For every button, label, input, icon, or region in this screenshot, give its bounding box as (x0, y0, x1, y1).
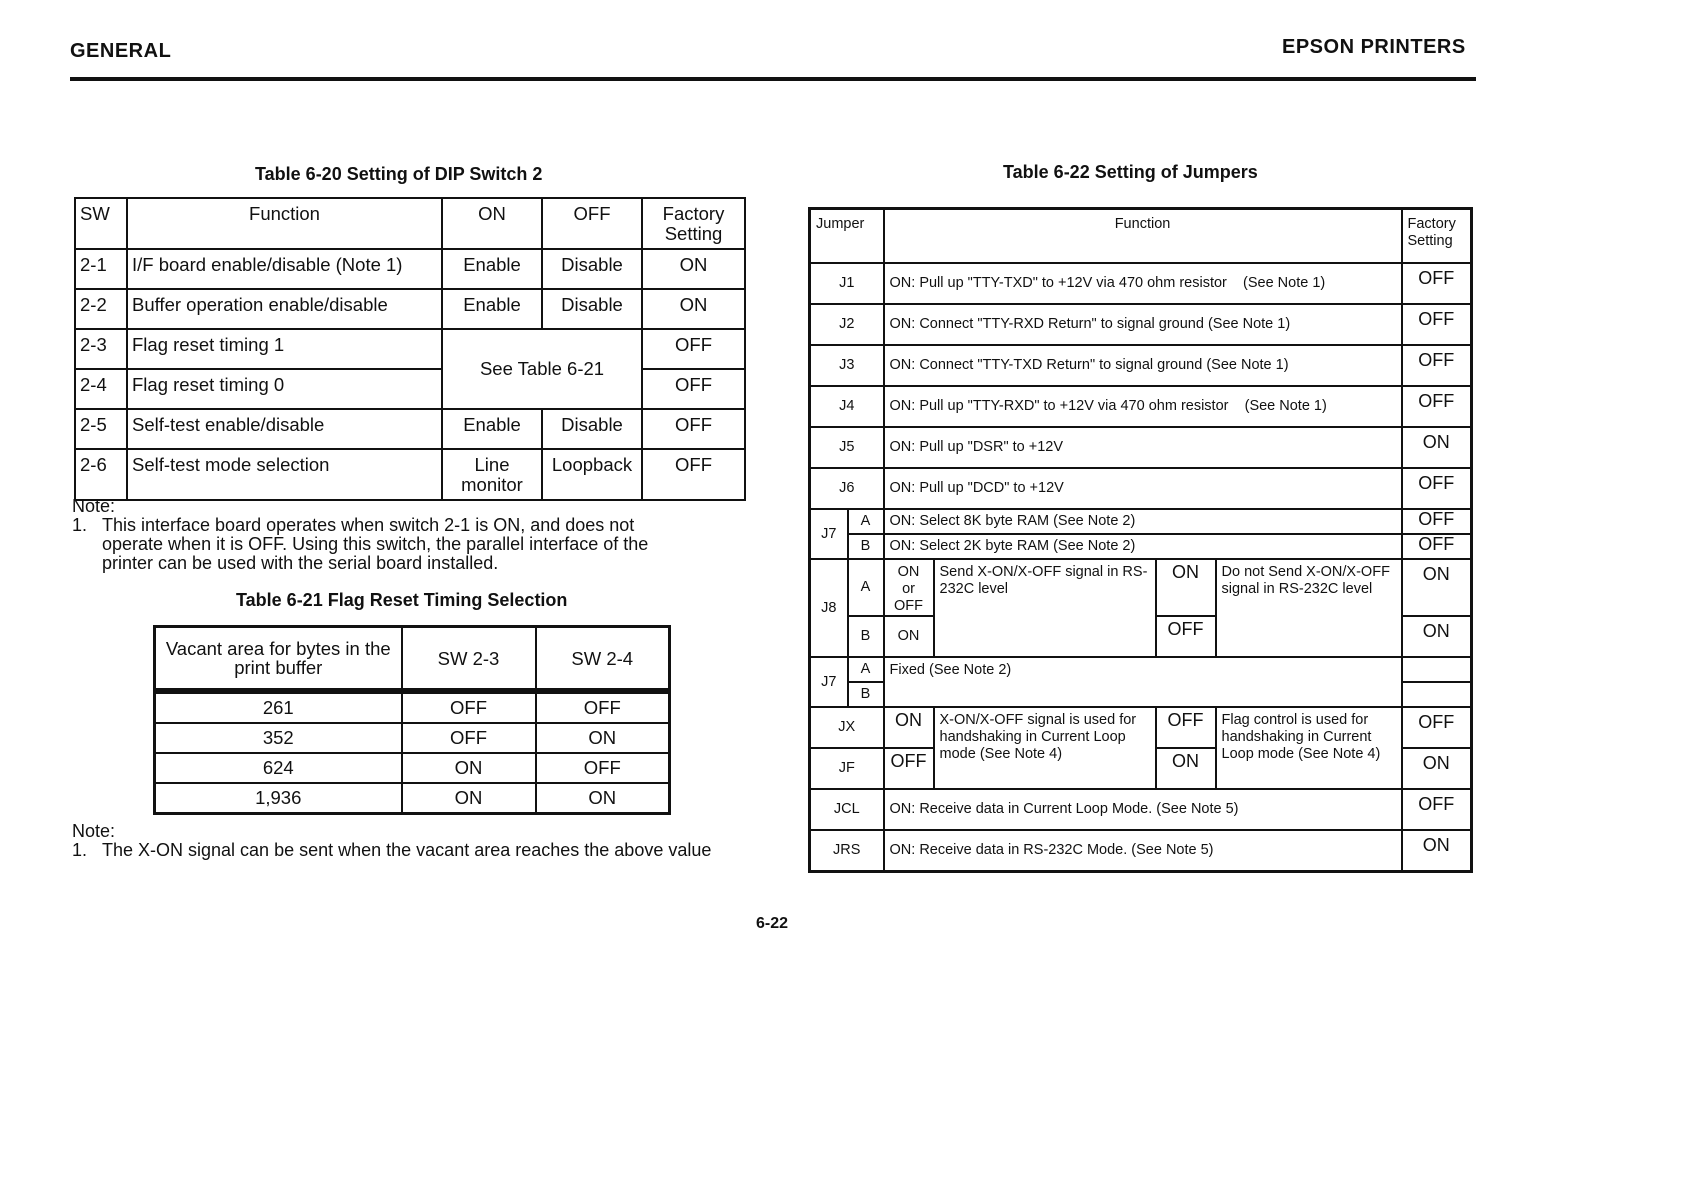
cell-function: ON: Connect "TTY-TXD Return" to signal ground (See Note 1) (884, 345, 1402, 386)
cell-on: Enable (442, 249, 542, 289)
cell-sw: 2-2 (75, 289, 127, 329)
note-number: 1. (72, 515, 88, 535)
table-row (75, 329, 745, 369)
cell-function: ON: Select 2K byte RAM (See Note 2) (884, 534, 1402, 559)
cell-jumper: J4 (810, 386, 884, 427)
table-row (155, 691, 670, 723)
cell-position: B (848, 616, 884, 657)
note-line: The X-ON signal can be sent when the vacant area reaches the above value (102, 840, 712, 860)
table-row (810, 559, 1472, 616)
cell-function: ON: Pull up "DSR" to +12V (884, 427, 1402, 468)
table-row (75, 249, 745, 289)
cell-state: ON (1156, 748, 1216, 789)
cell-function: ON: Receive data in Current Loop Mode. (See Note 5) (884, 789, 1402, 830)
table-row (810, 830, 1472, 872)
cell-on: ON (1156, 559, 1216, 616)
cell-sw: 2-4 (75, 369, 127, 409)
cell-jumper: JX (810, 707, 884, 748)
cell-function: ON: Connect "TTY-RXD Return" to signal ground (See Note 1) (884, 304, 1402, 345)
cell-state: ON or OFF (884, 559, 934, 616)
cell-factory: OFF (1402, 707, 1472, 748)
cell-sw: 2-6 (75, 449, 127, 500)
cell-sw23: OFF (402, 723, 536, 753)
cell-sw24: OFF (536, 691, 670, 723)
cell-sw23: ON (402, 753, 536, 783)
table-row (75, 449, 745, 500)
table-row (810, 707, 1472, 748)
table-6-20-note (72, 497, 648, 573)
cell-factory: ON (1402, 748, 1472, 789)
cell-factory: OFF (1402, 386, 1472, 427)
table-row (810, 304, 1472, 345)
header-factory: Factory Setting (642, 198, 745, 249)
cell-function: ON: Receive data in RS-232C Mode. (See Note 5) (884, 830, 1402, 872)
table-row (810, 386, 1472, 427)
cell-factory: OFF (1402, 263, 1472, 304)
cell-jumper: J3 (810, 345, 884, 386)
note-line: printer can be used with the serial board installed. (102, 553, 499, 573)
table-row (155, 753, 670, 783)
cell-function: Fixed (See Note 2) (884, 657, 1402, 707)
cell-jumper: J1 (810, 263, 884, 304)
cell-state: ON (884, 707, 934, 748)
cell-on: Line monitor (442, 449, 542, 500)
header-right-title: EPSON PRINTERS (1282, 36, 1466, 58)
cell-function: Flag reset timing 0 (127, 369, 442, 409)
cell-function: Self-test enable/disable (127, 409, 442, 449)
cell-factory: OFF (642, 329, 745, 369)
table-row (155, 723, 670, 753)
table-row (75, 409, 745, 449)
cell-off: Disable (542, 289, 642, 329)
cell-factory: OFF (1402, 534, 1472, 559)
table-6-20-title: Table 6-20 Setting of DIP Switch 2 (255, 164, 543, 184)
header-vacant: Vacant area for bytes in the print buffer (155, 627, 402, 692)
cell-flag-text: Flag control is used for handshaking in Current Loop mode (See Note 4) (1216, 707, 1402, 789)
header-sw23: SW 2-3 (402, 627, 536, 692)
table-6-21 (153, 625, 671, 815)
table-row (75, 198, 745, 249)
cell-sw24: ON (536, 723, 670, 753)
cell-factory: ON (1402, 427, 1472, 468)
cell-factory: OFF (1402, 789, 1472, 830)
cell-on: Enable (442, 409, 542, 449)
cell-state: ON (884, 616, 934, 657)
page-number: 6-22 (756, 915, 789, 932)
table-row (155, 627, 670, 692)
header-sw24: SW 2-4 (536, 627, 670, 692)
note-heading: Note: (72, 821, 116, 841)
table-row (810, 657, 1472, 682)
cell-jumper: J2 (810, 304, 884, 345)
cell-vacant: 261 (155, 691, 402, 723)
cell-factory: OFF (642, 369, 745, 409)
cell-jumper: JF (810, 748, 884, 789)
table-row (810, 534, 1472, 559)
table-6-20 (74, 197, 746, 501)
cell-factory: OFF (642, 409, 745, 449)
cell-jumper: J7 (810, 657, 848, 707)
cell-sw23: ON (402, 783, 536, 814)
cell-factory-empty (1402, 657, 1472, 682)
table-row (810, 468, 1472, 509)
table-6-21-note (72, 822, 711, 860)
cell-factory: ON (642, 289, 745, 329)
table-row (75, 369, 745, 409)
cell-sw: 2-5 (75, 409, 127, 449)
note-line: operate when it is OFF. Using this switch, the parallel interface of the (102, 534, 649, 554)
cell-position: B (848, 534, 884, 559)
table-row (155, 783, 670, 814)
cell-factory: ON (1402, 830, 1472, 872)
table-row (810, 345, 1472, 386)
cell-donot-text: Do not Send X-ON/X-OFF signal in RS-232C level (1216, 559, 1402, 657)
cell-factory: OFF (1402, 345, 1472, 386)
see-table-cell: See Table 6-21 (442, 329, 642, 409)
cell-factory: ON (1402, 559, 1472, 616)
cell-factory: ON (1402, 616, 1472, 657)
table-row (810, 509, 1472, 534)
cell-factory: OFF (642, 449, 745, 500)
table-6-22 (808, 207, 1473, 873)
header-function: Function (884, 209, 1402, 264)
cell-function (884, 263, 1402, 304)
cell-vacant: 624 (155, 753, 402, 783)
table-row (810, 263, 1472, 304)
cell-sw23: OFF (402, 691, 536, 723)
cell-state: OFF (1156, 707, 1216, 748)
cell-state: OFF (884, 748, 934, 789)
table-row (810, 427, 1472, 468)
cell-factory: OFF (1402, 509, 1472, 534)
cell-function: Buffer operation enable/disable (127, 289, 442, 329)
cell-function: I/F board enable/disable (Note 1) (127, 249, 442, 289)
cell-function: Flag reset timing 1 (127, 329, 442, 369)
cell-off: Disable (542, 249, 642, 289)
cell-off: OFF (1156, 616, 1216, 657)
header-left-title: GENERAL (70, 40, 172, 62)
cell-function: ON: Pull up "DCD" to +12V (884, 468, 1402, 509)
cell-position: A (848, 657, 884, 682)
header-function: Function (127, 198, 442, 249)
cell-function: Self-test mode selection (127, 449, 442, 500)
header-factory: Factory Setting (1402, 209, 1472, 264)
function-text: ON: Pull up "TTY-RXD" to +12V via 470 ohm resistor (889, 398, 1229, 414)
note-number: 1. (72, 840, 88, 860)
function-note: (See Note 1) (1244, 398, 1327, 414)
cell-factory-empty (1402, 682, 1472, 707)
header-rule (70, 77, 1476, 81)
cell-jumper: J7 (810, 509, 848, 559)
cell-jumper: J8 (810, 559, 848, 657)
cell-factory: ON (642, 249, 745, 289)
cell-sw24: ON (536, 783, 670, 814)
header-off: OFF (542, 198, 642, 249)
function-note: (See Note 1) (1243, 275, 1326, 291)
cell-jumper: J6 (810, 468, 884, 509)
note-heading: Note: (72, 496, 116, 516)
cell-jumper: JRS (810, 830, 884, 872)
cell-on: Enable (442, 289, 542, 329)
cell-off: Loopback (542, 449, 642, 500)
cell-xon-text: X-ON/X-OFF signal is used for handshaking in Current Loop mode (See Note 4) (934, 707, 1156, 789)
cell-sw24: OFF (536, 753, 670, 783)
cell-function (884, 386, 1402, 427)
cell-function: ON: Select 8K byte RAM (See Note 2) (884, 509, 1402, 534)
function-text: ON: Pull up "TTY-TXD" to +12V via 470 ohm resistor (889, 275, 1227, 291)
table-6-21-title: Table 6-21 Flag Reset Timing Selection (236, 590, 568, 610)
cell-position: B (848, 682, 884, 707)
cell-factory: OFF (1402, 304, 1472, 345)
cell-position: A (848, 509, 884, 534)
cell-jumper: JCL (810, 789, 884, 830)
table-row (810, 209, 1472, 264)
cell-jumper: J5 (810, 427, 884, 468)
header-on: ON (442, 198, 542, 249)
note-line: This interface board operates when switch 2-1 is ON, and does not (102, 515, 635, 535)
cell-send-text: Send X-ON/X-OFF signal in RS-232C level (934, 559, 1156, 657)
cell-vacant: 1,936 (155, 783, 402, 814)
cell-vacant: 352 (155, 723, 402, 753)
cell-position: A (848, 559, 884, 616)
cell-factory: OFF (1402, 468, 1472, 509)
table-row (810, 789, 1472, 830)
cell-sw: 2-1 (75, 249, 127, 289)
header-jumper: Jumper (810, 209, 884, 264)
header-sw: SW (75, 198, 127, 249)
cell-off: Disable (542, 409, 642, 449)
table-row (75, 289, 745, 329)
table-6-22-title: Table 6-22 Setting of Jumpers (1003, 162, 1258, 182)
cell-sw: 2-3 (75, 329, 127, 369)
